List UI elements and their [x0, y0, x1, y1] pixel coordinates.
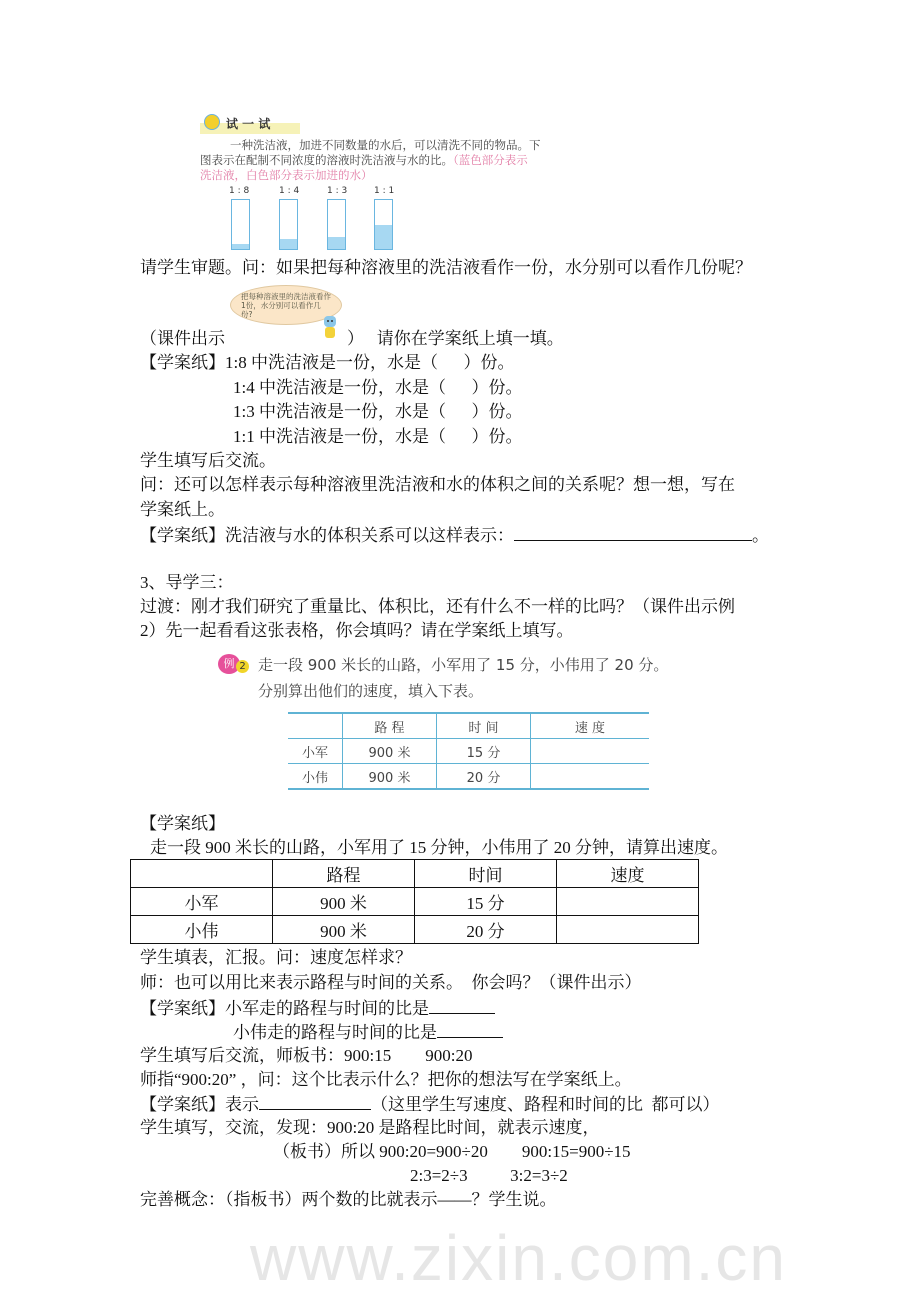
table-row	[131, 916, 699, 944]
example-number: 2	[236, 660, 249, 673]
tube-label: 1 : 8	[229, 186, 250, 196]
text-part: 小伟走的路程与时间的比是	[233, 1023, 437, 1042]
board-line: （板书）所以 900:20=900÷20 900:15=900÷15	[273, 1142, 631, 1161]
figure-text	[200, 153, 528, 167]
figure-header-text: 试 一 试	[226, 117, 271, 131]
table-cell: 15 分	[437, 739, 531, 764]
table-header-row	[131, 860, 699, 888]
table-cell: 900 米	[343, 739, 437, 764]
table-cell: 900 米	[273, 888, 415, 916]
table-cell: 20 分	[437, 764, 531, 790]
tube	[231, 199, 250, 250]
tube-fill	[232, 244, 249, 249]
textbook-example-2	[216, 650, 676, 795]
text-part: 【学案纸】洗洁液与水的体积关系可以这样表示：	[140, 526, 514, 545]
worksheet-line	[140, 997, 495, 1020]
lightbulb-icon	[204, 114, 220, 130]
text-line: 学生填写后交流。	[140, 451, 276, 470]
board-line: 2:3=2÷3 3:2=3÷2	[410, 1166, 568, 1185]
text-line: 走一段 900 米长的山路，小军用了 15 分钟，小伟用了 20 分钟，请算出速度。	[150, 838, 728, 857]
textbook-figure-try	[200, 112, 610, 252]
text-line: 学案纸上。	[140, 500, 225, 519]
table-cell	[531, 764, 650, 790]
text-line	[140, 328, 564, 350]
figure-text: 一种洗洁液，加进不同数量的水后，可以清洗不同的物品。下	[230, 138, 541, 152]
watermark: www.zixin.com.cn	[250, 1222, 787, 1294]
text-line: 2）先一起看看这张表格，你会填吗？请在学案纸上填写。	[140, 621, 574, 640]
section-heading: 3、导学三：	[140, 573, 234, 592]
table-cell: 路程	[273, 860, 415, 888]
tube-label: 1 : 3	[327, 186, 348, 196]
table-cell: 小伟	[131, 916, 273, 944]
worksheet-label: 【学案纸】	[140, 814, 225, 833]
table-cell: 小伟	[288, 764, 343, 790]
text-line: 师指“900:20” ，问：这个比表示什么？把你的想法写在学案纸上。	[140, 1070, 632, 1089]
figure-note-part: （蓝色部分表示	[453, 153, 528, 167]
figure-text-part: 图表示在配制不同浓度的溶液时洗洁液与水的比。	[200, 153, 453, 167]
worksheet-line	[140, 1093, 720, 1116]
text-part: 【学案纸】小军走的路程与时间的比是	[140, 999, 429, 1018]
table-cell	[288, 713, 343, 739]
table-cell	[557, 888, 699, 916]
text-line: 学生填写后交流，师板书：900:15 900:20	[140, 1046, 473, 1065]
tube	[374, 199, 393, 250]
example-table	[288, 712, 649, 790]
text-part: （课件出示	[140, 329, 225, 348]
text-line: 学生填表，汇报。问：速度怎样求？	[140, 948, 412, 967]
text-line: 请学生审题。问：如果把每种溶液里的洗洁液看作一份，水分别可以看作几份呢？	[140, 258, 752, 277]
example-text: 走一段 900 米长的山路，小军用了 15 分，小伟用了 20 分。	[258, 656, 669, 674]
example-badge: 例	[218, 654, 240, 674]
text-part: （这里学生写速度、路程和时间的比 都可以）	[371, 1095, 720, 1114]
worksheet-line	[233, 1021, 503, 1044]
table-cell: 速 度	[531, 713, 650, 739]
tube-fill	[375, 225, 392, 250]
worksheet-line	[140, 524, 769, 547]
worksheet-line: 1:3 中洗洁液是一份，水是（ ）份。	[233, 402, 523, 421]
tube-fill	[328, 237, 345, 249]
speech-bubble: 把每种溶液里的洗洁液看作1份，水分别可以看作几份?	[230, 285, 342, 325]
text-line: 过渡：刚才我们研究了重量比、体积比，还有什么不一样的比吗？（课件出示例	[140, 597, 735, 616]
worksheet-line: 【学案纸】1:8 中洗洁液是一份，水是（ ）份。	[140, 353, 515, 372]
example-text: 分别算出他们的速度，填入下表。	[258, 682, 484, 700]
text-part: 。	[752, 526, 769, 545]
text-line: 完善概念：（指板书）两个数的比就表示——？学生说。	[140, 1190, 557, 1209]
table-cell: 20 分	[415, 916, 557, 944]
figure-note: 洗洁液，白色部分表示加进的水）	[200, 168, 373, 182]
tube-label: 1 : 1	[374, 186, 395, 196]
table-cell: 900 米	[343, 764, 437, 790]
table-cell: 15 分	[415, 888, 557, 916]
tube	[327, 199, 346, 250]
table-row	[288, 739, 649, 764]
table-cell: 小军	[131, 888, 273, 916]
answer-blank	[437, 1021, 503, 1038]
text-line: 学生填写，交流，发现：900:20 是路程比时间，就表示速度，	[140, 1118, 600, 1137]
table-row	[288, 764, 649, 790]
tube-label: 1 : 4	[279, 186, 300, 196]
text-line: 师：也可以用比来表示路程与时间的关系。 你会吗？（课件出示）	[140, 973, 642, 992]
table-cell	[531, 739, 650, 764]
table-cell	[131, 860, 273, 888]
table-row	[131, 888, 699, 916]
answer-blank	[259, 1093, 371, 1110]
table-cell: 900 米	[273, 916, 415, 944]
worksheet-line: 1:4 中洗洁液是一份，水是（ ）份。	[233, 378, 523, 397]
text-part: ） 请你在学案纸上填一填。	[347, 329, 564, 348]
table-cell: 时间	[415, 860, 557, 888]
table-header-row	[288, 713, 649, 739]
tube-fill	[280, 239, 297, 249]
worksheet-line: 1:1 中洗洁液是一份，水是（ ）份。	[233, 427, 523, 446]
table-cell: 速度	[557, 860, 699, 888]
text-part: 【学案纸】表示	[140, 1095, 259, 1114]
tube	[279, 199, 298, 250]
worksheet-table	[130, 859, 699, 944]
answer-blank	[514, 524, 752, 541]
table-cell: 小军	[288, 739, 343, 764]
table-cell	[557, 916, 699, 944]
text-line: 问：还可以怎样表示每种溶液里洗洁液和水的体积之间的关系呢？想一想，写在	[140, 475, 735, 494]
table-cell: 时 间	[437, 713, 531, 739]
table-cell: 路 程	[343, 713, 437, 739]
answer-blank	[429, 997, 495, 1014]
